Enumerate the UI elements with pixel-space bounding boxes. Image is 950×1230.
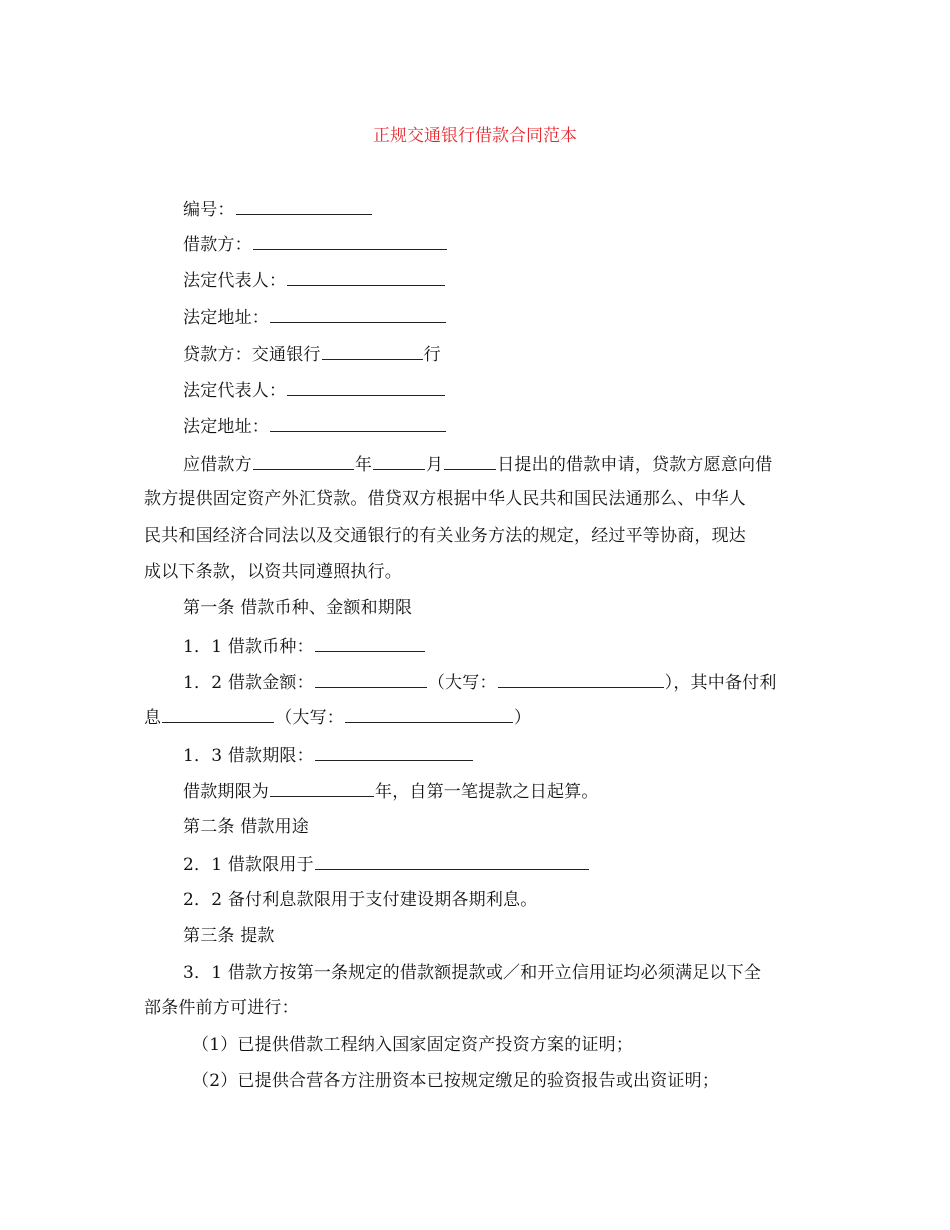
legal-address-line <box>183 305 447 330</box>
applicant-blank[interactable] <box>253 452 354 470</box>
clause-1-2-cont <box>144 705 531 730</box>
preamble-line-2: 款方提供固定资产外汇贷款。借贷双方根据中华人民共和国民法通那么、中华人 <box>144 489 746 509</box>
clause-2-1 <box>183 852 590 877</box>
lender-label: 贷款方：交通银行 <box>183 345 321 365</box>
preamble-line-4: 成以下条款，以资共同遵照执行。 <box>144 562 402 582</box>
amount-blank[interactable] <box>315 670 427 688</box>
article3-heading: 第三条 提款 <box>183 926 275 946</box>
month-label: 月 <box>426 455 444 475</box>
legal-address2-label: 法定地址： <box>183 417 269 437</box>
clause-2-2: 2．2 备付利息款限用于支付建设期各期利息。 <box>183 890 538 910</box>
clause-text: 息 <box>144 708 162 728</box>
number-label: 编号： <box>183 200 235 220</box>
legal-rep-blank[interactable] <box>287 268 445 286</box>
legal-address2-line <box>183 414 447 439</box>
amount-words-blank[interactable] <box>498 670 664 688</box>
borrower-label: 借款方： <box>183 235 252 255</box>
clause-3-1-cont: 部条件前方可进行： <box>144 998 299 1018</box>
legal-rep2-line <box>183 378 446 403</box>
preamble-text: 日提出的借款申请，贷款方愿意向借 <box>497 455 773 475</box>
borrower-blank[interactable] <box>253 232 447 250</box>
clause-1-1 <box>183 634 426 659</box>
term-blank[interactable] <box>315 743 473 761</box>
legal-rep2-blank[interactable] <box>287 378 445 396</box>
clause-text: 1．1 借款币种： <box>183 637 314 657</box>
year-label: 年 <box>354 455 373 475</box>
number-blank[interactable] <box>236 197 372 215</box>
lender-line <box>183 342 441 367</box>
preamble-line-3: 民共和国经济合同法以及交通银行的有关业务方法的规定，经过平等协商，现达 <box>144 526 746 546</box>
clause-text: ） <box>514 708 532 728</box>
day-blank[interactable] <box>444 452 496 470</box>
clause-text: 1．3 借款期限： <box>183 746 314 766</box>
clause-text: 借款期限为 <box>183 782 269 802</box>
condition-item-1: （1）已提供借款工程纳入国家固定资产投资方案的证明； <box>192 1035 634 1055</box>
preamble-line-1 <box>183 452 772 477</box>
month-blank[interactable] <box>373 452 425 470</box>
clause-text: （大写： <box>427 673 497 693</box>
clause-text: 2．1 借款限用于 <box>183 855 314 875</box>
clause-text: （大写： <box>275 708 345 728</box>
legal-address-blank[interactable] <box>270 305 446 323</box>
clause-text: 年，自第一笔提款之日起算。 <box>375 782 599 802</box>
document-title: 正规交通银行借款合同范本 <box>373 126 577 146</box>
legal-rep-label: 法定代表人： <box>183 271 287 291</box>
clause-1-2 <box>183 670 777 695</box>
lender-branch-blank[interactable] <box>322 342 423 360</box>
interest-blank[interactable] <box>162 705 274 723</box>
term-years-blank[interactable] <box>270 779 374 797</box>
legal-rep2-label: 法定代表人： <box>183 381 287 401</box>
legal-address-label: 法定地址： <box>183 308 269 328</box>
clause-text: ），其中备付利 <box>664 673 777 693</box>
article1-heading: 第一条 借款币种、金额和期限 <box>183 598 413 618</box>
contract-number-line <box>183 197 373 222</box>
interest-words-blank[interactable] <box>345 705 513 723</box>
purpose-blank[interactable] <box>315 852 589 870</box>
legal-rep-line <box>183 268 446 293</box>
clause-3-1: 3．1 借款方按第一条规定的借款额提款或／和开立信用证均必须满足以下全 <box>183 963 762 983</box>
clause-text: 1．2 借款金额： <box>183 673 314 693</box>
borrower-line <box>183 232 448 257</box>
term-line <box>183 779 599 804</box>
clause-1-3 <box>183 743 474 768</box>
article2-heading: 第二条 借款用途 <box>183 817 310 837</box>
preamble-text: 应借款方 <box>183 455 252 475</box>
lender-suffix: 行 <box>423 345 441 365</box>
legal-address2-blank[interactable] <box>270 414 446 432</box>
currency-blank[interactable] <box>315 634 425 652</box>
condition-item-2: （2）已提供合营各方注册资本已按规定缴足的验资报告或出资证明； <box>192 1071 720 1091</box>
